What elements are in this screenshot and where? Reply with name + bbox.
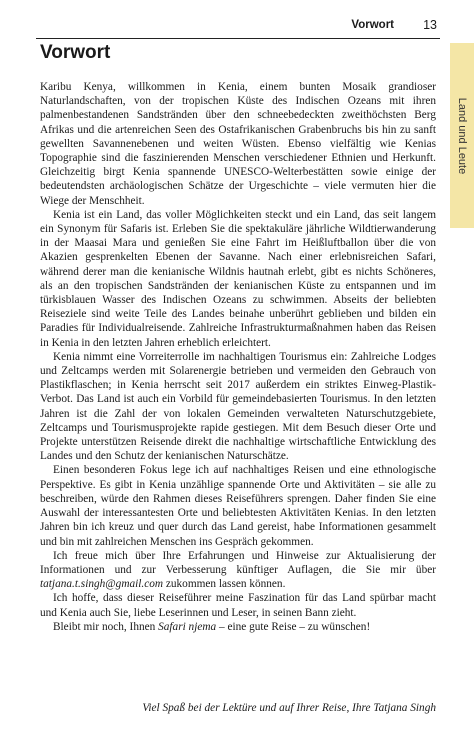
running-title: Vorwort (351, 19, 394, 31)
chapter-tab-label: Land und Leute (456, 97, 468, 174)
running-header (36, 14, 440, 39)
paragraph-safari: Kenia ist ein Land, das voller Möglichkeiten steckt und ein Land, das seit langem ein Synonym für Safaris ist. Erleben Sie die spektakuläre jährliche Wildtierwanderung in der Maasai Mara und genießen Sie eine Fahrt im Heißluftballon über die von Akazien gesprenkelten Ebenen der Savanne. Nach einer erlebnisreichen Safari, während derer man die kenianische Wildnis hautnah erlebt, gibt es nichts Schöneres, als an den tropischen Sandstränden der kenianischen Küste zu entspannen und im türkisblauen Wasser des Indischen Ozeans zu schwimmen. Abseits der beliebten Reiseziele sind weite Teile des Landes beinahe unberührt geblieben und bilden ein Paradies für Individualreisende. Zahlreiche Infrastrukturmaßnahmen haben das Reisen in Kenia in den letzten Jahren erheblich erleichtert. (40, 208, 436, 349)
paragraph-intro: Karibu Kenya, willkommen in Kenia, einem bunten Mosaik grandioser Naturlandschaften, von der tropischen Küste des Indischen Ozeans mit ihren palmenbestandenen Sandstränden über den schneebedeckten zweithöchsten Berg Afrikas und die artenreichen Seen des Ostafrikanischen Grabenbruchs bis hin zu sanft gewellten Savannenebenen und weiten Wüsten. Ebenso vielfältig wie Kenias Topographie sind die faszinierenden Menschen verschiedener Ethnien und Herkunft. Gleichzeitig birgt Kenia spannende UNESCO-Welterbestätten sowie einige der bedeutendsten archäologischen Schätze der Urgeschichte – viele vermuten hier die Wiege der Menschheit. (40, 81, 436, 207)
paragraph-feedback (40, 549, 436, 592)
author-email: tatjana.t.singh@gmail.com (40, 578, 164, 591)
paragraph-farewell (40, 620, 436, 634)
chapter-tab (450, 43, 474, 228)
page-number: 13 (423, 18, 437, 32)
closing-signature: Viel Spaß bei der Lektüre und auf Ihrer Reise, Ihre Tatjana Singh (142, 702, 436, 714)
feedback-text-end: zukommen lassen können. (163, 578, 286, 591)
paragraph-hope: Ich hoffe, dass dieser Reiseführer meine Faszination für das Land spürbar macht und Kenia auch Sie, liebe Leserinnen und Leser, in seinen Bann zieht. (40, 592, 436, 619)
paragraph-sustainability: Kenia nimmt eine Vorreiterrolle im nachhaltigen Tourismus ein: Zahlreiche Lodges und Zeltcamps werden mit Solarenergie betrieben und vermeiden den Gebrauch von Plastikflaschen; in Kenia herrscht seit 2017 außerdem ein striktes Einweg-Plastik-Verbot. Das Land ist auch ein Vorbild für gemeindebasierten Tourismus. In den letzten Jahren ist die Zahl der von lokalen Gemeinden verwalteten Naturschutzgebiete, Zeltcamps und Tourismusprojekte rapide gestiegen. Mit dem Besuch dieser Orte und Projekte unterstützen Reisende direkt die nachhaltige wirtschaftliche Entwicklung des Landes und den Schutz der kenianischen Naturschätze. (40, 350, 436, 463)
page-title: Vorwort (40, 42, 111, 63)
farewell-text-end: – eine gute Reise – zu wünschen! (216, 620, 371, 633)
farewell-text: Bleibt mir noch, Ihnen (53, 620, 159, 633)
feedback-text: Ich freue mich über Ihre Erfahrungen und Hinweise zur Aktualisierung der Informationen und zur Verbesserung künftiger Auflagen, die Sie mir über (40, 549, 436, 576)
body-text (40, 80, 436, 634)
swahili-phrase: Safari njema (158, 620, 217, 633)
paragraph-focus: Einen besonderen Fokus lege ich auf nachhaltiges Reisen und eine ethnologische Perspektive. Es gibt in Kenia unzählige spannende Orte und Aktivitäten – sie alle zu beschreiben, würde den Rahmen dieses Reiseführers sprengen. Daher finden Sie eine Auswahl der interessantesten Orte und beliebtesten Aktivitäten Kenias. In den letzten Jahren bin ich kreuz und quer durch das Land gereist, habe Informationen gesammelt und bin mit zahlreichen Menschen ins Gespräch gekommen. (40, 464, 436, 548)
